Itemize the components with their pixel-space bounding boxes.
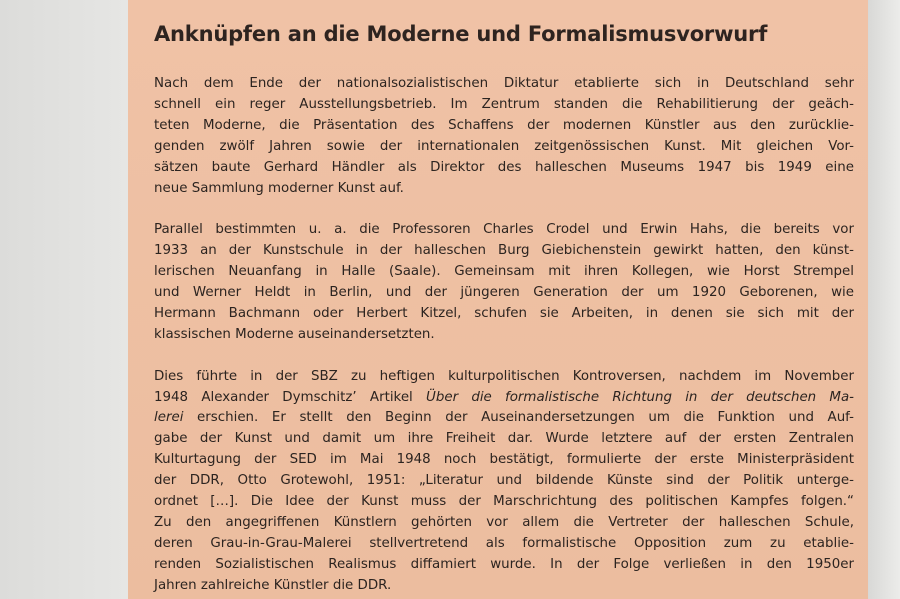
- text-line: und Werner Heldt in Berlin, und der jüngeren Generation der um 1920 Geborenen, wie: [154, 285, 854, 301]
- article-title-italic: lerei: [154, 410, 184, 426]
- text-line: Parallel bestimmten u. a. die Professoren Charles Crodel und Erwin Hahs, die bereits vor: [154, 222, 854, 238]
- text-line: klassischen Moderne auseinandersetzten.: [154, 326, 435, 342]
- wall-right: [868, 0, 900, 599]
- panel-title: Anknüpfen an die Moderne und Formalismusvorwurf: [154, 22, 768, 46]
- panel-body: [154, 74, 854, 597]
- text-line: Jahren zahlreiche Künstler die DDR.: [154, 577, 392, 593]
- text-line: deren Grau-in-Grau-Malerei stellvertretend als formalistische Opposition zum zu etablie-: [154, 535, 854, 551]
- text-line: sätzen baute Gerhard Händler als Direktor des halleschen Museums 1947 bis 1949 eine: [154, 159, 854, 175]
- text-line: der DDR, Otto Grotewohl, 1951: „Literatur und bildende Künste sind der Politik unterge-: [154, 473, 854, 489]
- text-line: Hermann Bachmann oder Herbert Kitzel, schufen sie Arbeiten, in denen sie sich mit der: [154, 305, 854, 321]
- text-segment: 1948 Alexander Dymschitz’ Artikel: [154, 389, 427, 405]
- text-line: genden zwölf Jahren sowie der internationalen zeitgenössischen Kunst. Mit gleichen Vor-: [154, 138, 854, 154]
- text-line: schnell ein reger Ausstellungsbetrieb. Im Zentrum standen die Rehabilitierung der geäch-: [154, 96, 854, 112]
- exhibition-text-panel: [128, 0, 868, 599]
- text-line: Dies führte in der SBZ zu heftigen kulturpolitischen Kontroversen, nachdem im November: [154, 368, 854, 384]
- text-line: gabe der Kunst und damit um ihre Freiheit dar. Wurde letztere auf der ersten Zentralen: [154, 431, 854, 447]
- text-line: [154, 388, 854, 409]
- text-line: neue Sammlung moderner Kunst auf.: [154, 180, 404, 196]
- wall-left: [0, 0, 128, 599]
- paragraph-1: [154, 74, 854, 199]
- text-line: [154, 408, 854, 429]
- text-line: Zu den angegriffenen Künstlern gehörten vor allem die Vertreter der halleschen Schule,: [154, 515, 854, 530]
- text-line: Nach dem Ende der nationalsozialistischen Diktatur etablierte sich in Deutschland sehr: [154, 76, 854, 91]
- text-line: 1933 an der Kunstschule in der halleschen Burg Giebichenstein gewirkt hatten, den künst-: [154, 243, 854, 259]
- paragraph-2: [154, 220, 854, 345]
- text-line: teten Moderne, die Präsentation des Schaffens der modernen Künstler aus den zurücklie-: [154, 117, 854, 133]
- text-line: ordnet […]. Die Idee der Kunst muss der Marschrichtung des politischen Kampfes folgen.“: [154, 494, 854, 510]
- text-line: lerischen Neuanfang in Halle (Saale). Gemeinsam mit ihren Kollegen, wie Horst Strempel: [154, 264, 854, 280]
- text-segment: erschien. Er stellt den Beginn der Auseinandersetzungen um die Funktion und Auf-: [183, 410, 854, 426]
- article-title-italic: Über die formalistische Richtung in der deutschen Ma-: [426, 389, 854, 405]
- text-line: renden Sozialistischen Realismus diffamiert wurde. In der Folge verließen in den 1950er: [154, 556, 854, 572]
- text-line: Kulturtagung der SED im Mai 1948 noch bestätigt, formulierte der erste Ministerpräsident: [154, 452, 854, 468]
- paragraph-3: [154, 367, 854, 597]
